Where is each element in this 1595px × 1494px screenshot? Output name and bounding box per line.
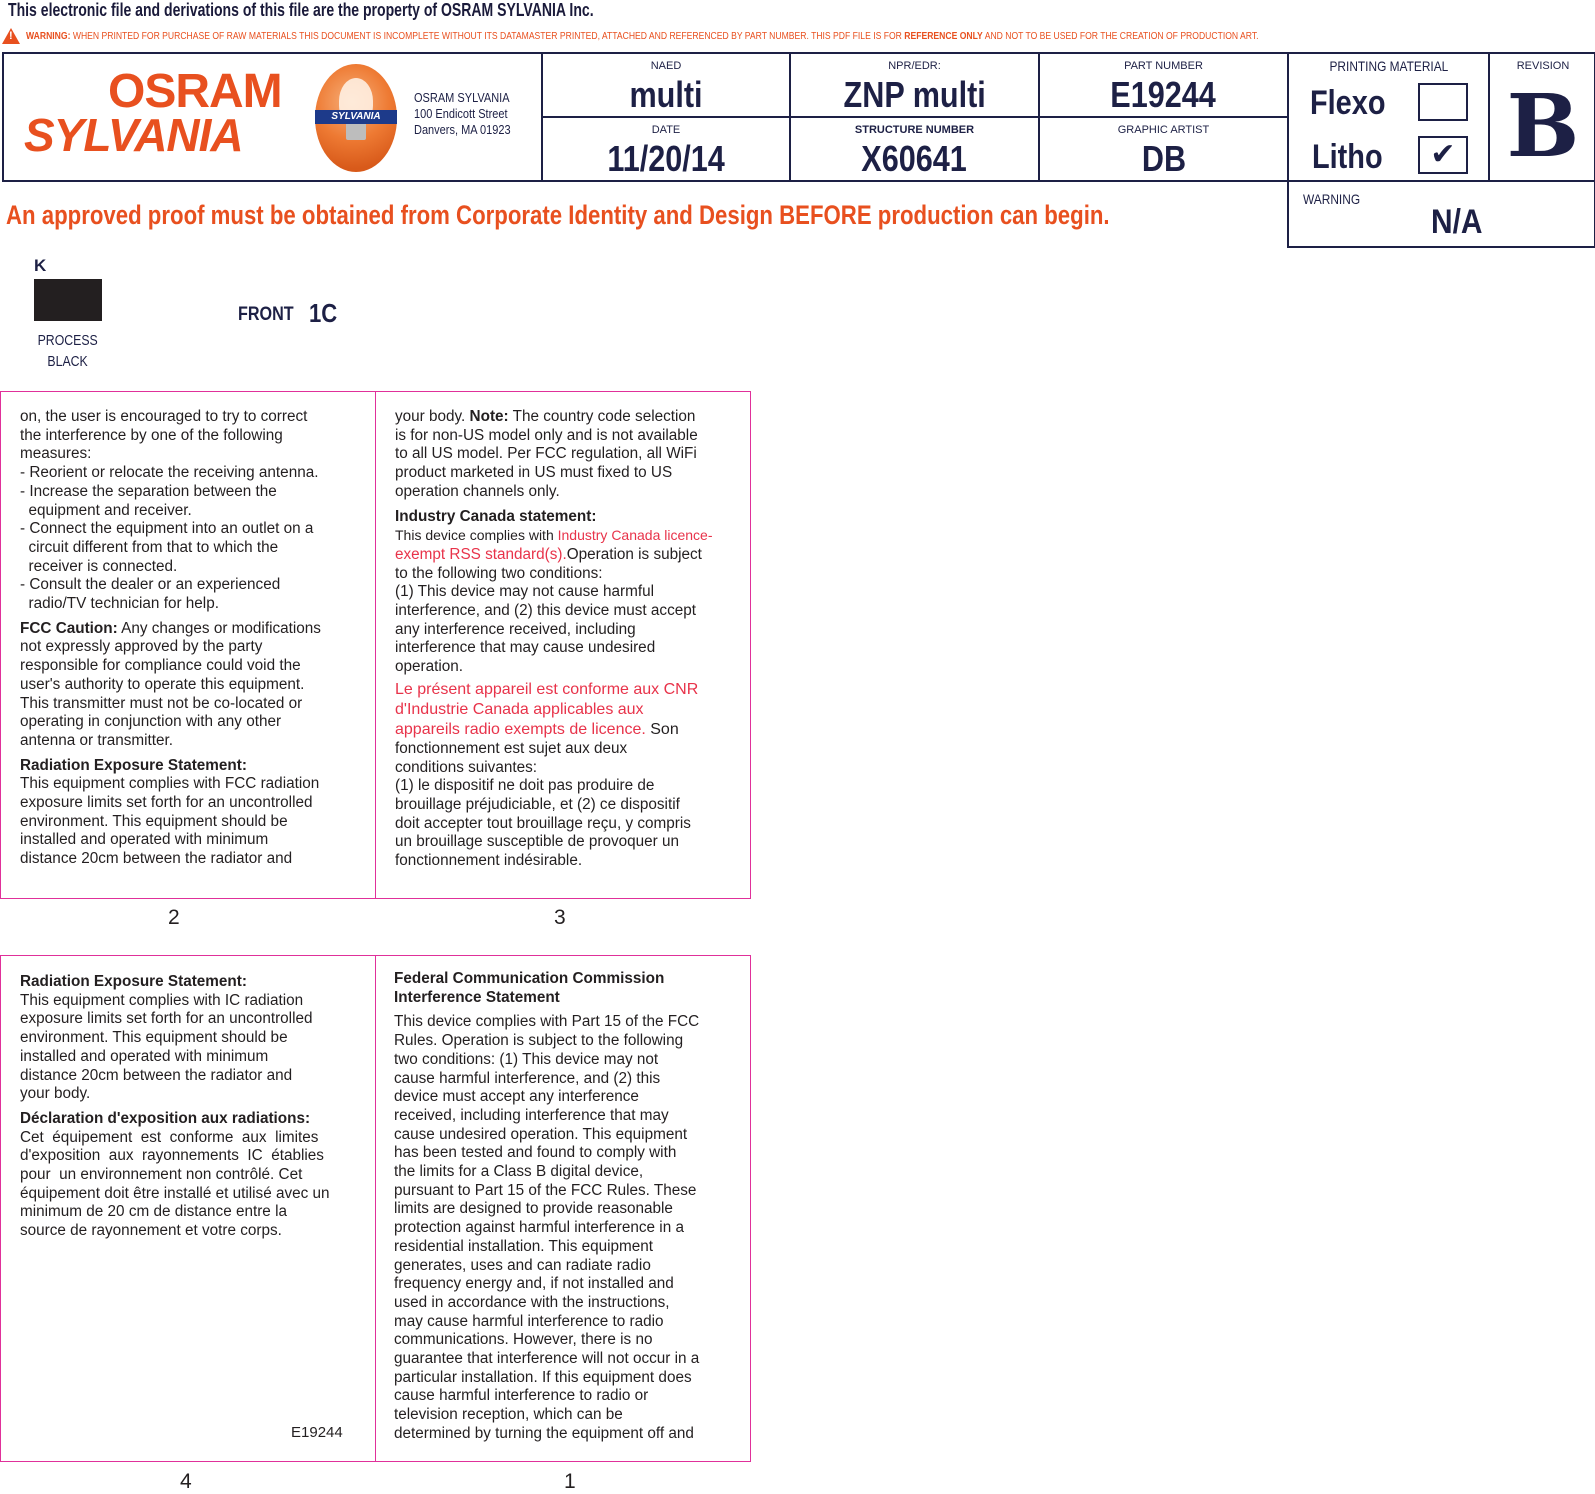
structure-label: STRUCTURE NUMBER — [854, 124, 975, 136]
litho-checkbox — [1418, 136, 1468, 174]
flexo-checkbox — [1418, 83, 1468, 121]
date-value: 11/20/14 — [607, 138, 725, 179]
swatch-name: PROCESS BLACK — [37, 332, 99, 370]
sylvania-logo: SYLVANIA — [24, 109, 243, 161]
swatch-letter: K — [34, 256, 47, 275]
part-number-label: PART NUMBER — [1124, 60, 1203, 72]
panel-2-number: 2 — [168, 906, 180, 929]
naed-label: NAED — [650, 60, 682, 72]
revision-value: B — [1506, 76, 1580, 177]
structure-value: X60641 — [861, 138, 968, 179]
revision-label: REVISION — [1516, 60, 1570, 72]
front-label: FRONT — [238, 304, 294, 325]
artist-value: DB — [1141, 138, 1186, 179]
npr-value: ZNP multi — [843, 74, 986, 115]
flexo-label: Flexo — [1310, 84, 1386, 122]
panel-4-number: 4 — [180, 1470, 192, 1493]
warning-label: WARNING — [1303, 191, 1361, 207]
panel-4-text: Radiation Exposure Statement: This equipment complies with IC radiation exposure limits set forth for an uncontrolled environment. This equipment should be installed and operated with minimum distance 20cm between the radiator and your body. Déclaration d'exposition aux radiations: Cet équipement est conforme aux limites d'exposition aux rayonnements IC établies pour un environnement non contrôlé. Cet équipement doit être installé et utilisé avec un minimum de 20 cm de distance entre la source de rayonnement et votre corps. — [20, 973, 330, 1240]
company-address: OSRAM SYLVANIA 100 Endicott Street Danvers, MA 01923 — [414, 91, 511, 137]
check-icon: ✔ — [1430, 138, 1456, 171]
printing-material-label: PRINTING MATERIAL — [1329, 58, 1448, 74]
print-warning: ! WARNING: WHEN PRINTED FOR PURCHASE OF RAW MATERIALS THIS DOCUMENT IS INCOMPLETE WITHOUT ITS DATAMASTER PRINTED, ATTACHED AND REFERENCED BY PART NUMBER. THIS PDF FILE IS FOR REFERENCE ONLY AND NOT TO BE USED FOR THE CREATION OF PRODUCTION ART. — [2, 28, 1459, 44]
artist-label: GRAPHIC ARTIST — [1117, 124, 1210, 136]
osram-logo: OSRAM — [108, 65, 282, 118]
panel-2-text: on, the user is encouraged to try to correct the interference by one of the following measures: - Reorient or relocate the receiving antenna. - Increase the separation between the equipment and receiver. - Connect the equipment into an outlet on a circuit different from that to which the receiver is connected. - Consult the dealer or an experienced radio/TV technician for help. FCC Caution: Any changes or modifications not expressly approved by the party responsible for compliance could void the user's authority to operate this equipment. This transmitter must not be co-located or operating in conjunction with any other antenna or transmitter. Radiation Exposure Statement: This equipment complies with FCC radiation exposure limits set forth for an uncontrolled environment. This equipment should be installed and operated with minimum distance 20cm between the radiator and — [20, 408, 321, 868]
panel-1-text: Federal Communication Commission Interference Statement This device complies with Part 15 of the FCC Rules. Operation is subject to the following two conditions: (1) This device may not cause harmful interference, and (2) this device must accept any interference received, including interference that may cause undesired operation. This equipment has been tested and found to comply with the limits for a Class B digital device, pursuant to Part 15 of the FCC Rules. These limits are designed to provide reasonable protection against harmful interference in a residential installation. This equipment generates, uses and can radiate radio frequency energy and, if not installed and used in accordance with the instructions, may cause harmful interference to radio communications. However, there is no guarantee that interference will not occur in a particular installation. If this equipment does cause harmful interference to radio or television reception, which can be determined by turning the equipment off and — [394, 970, 700, 1442]
approval-notice: An approved proof must be obtained from Corporate Identity and Design BEFORE production can begin. — [6, 200, 1110, 230]
panel-1-number: 1 — [564, 1470, 576, 1493]
process-black-swatch — [34, 279, 102, 321]
panel-3-text: your body. Note: The country code selection is for non-US model only and is not available to all US model. Per FCC regulation, all WiFi product marketed in US must fixed to US operation channels only. Industry Canada statement: This device complies with Industry Canada licence- exempt RSS standard(s).Operation is subject to the following two conditions: (1) This device may not cause harmful interference, and (2) this device must accept any interference received, including interference that may cause undesired operation. Le présent appareil est conforme aux CNR d'Industrie Canada applicables aux appareils radio exempts de licence. Son fonctionnement est sujet aux deux conditions suivantes: (1) le dispositif ne doit pas produire de brouillage préjudiciable, et (2) ce dispositif doit accepter tout brouillage reçu, y compris un brouillage susceptible de provoquer un fonctionnement indésirable. — [395, 408, 713, 870]
bulb-logo-icon: SYLVANIA — [315, 64, 397, 172]
front-code: 1C — [309, 298, 338, 328]
part-number-value: E19244 — [1110, 74, 1217, 115]
date-label: DATE — [651, 124, 681, 136]
naed-value: multi — [629, 74, 703, 115]
npr-label: NPR/EDR: — [888, 60, 941, 72]
panel-4-part-ref: E19244 — [291, 1424, 343, 1441]
panel-3-number: 3 — [554, 906, 566, 929]
litho-label: Litho — [1312, 138, 1383, 176]
warning-icon: ! — [2, 28, 20, 44]
ownership-notice: This electronic file and derivations of this file are the property of OSRAM SYLVANIA Inc. — [8, 0, 594, 20]
warning-value: N/A — [1431, 203, 1483, 241]
